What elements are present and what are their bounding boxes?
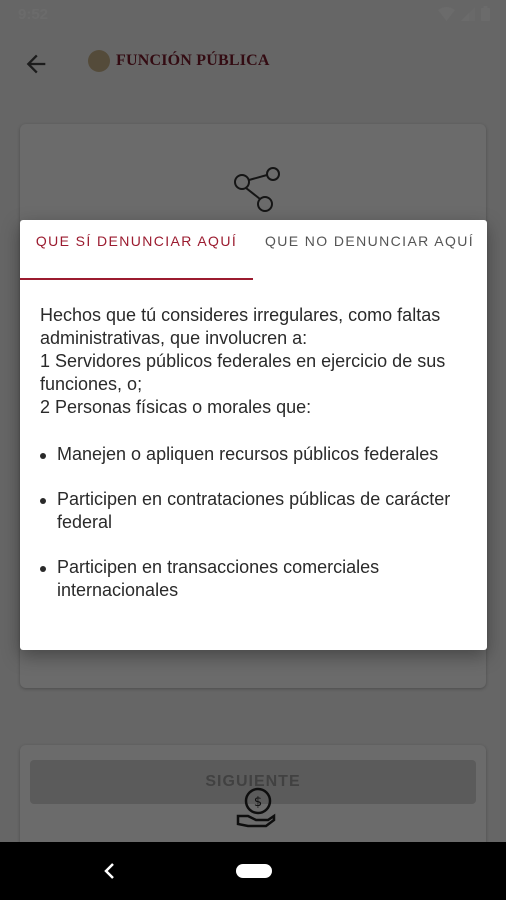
bullet-item: Participen en transacciones comerciales internacionales bbox=[40, 556, 470, 602]
tab-que-si-denunciar[interactable]: QUE SÍ DENUNCIAR AQUÍ bbox=[35, 233, 238, 249]
system-nav-bar bbox=[0, 842, 506, 900]
dialog-tabs bbox=[20, 220, 487, 280]
intro-line: 2 Personas físicas o morales que: bbox=[40, 397, 312, 417]
bullet-list bbox=[40, 443, 470, 602]
intro-line: Hechos que tú consideres irregulares, como faltas administrativas, que involucren a: bbox=[40, 305, 441, 348]
nav-back-icon[interactable] bbox=[100, 860, 120, 882]
tab-que-no-denunciar[interactable]: QUE NO DENUNCIAR AQUÍ bbox=[264, 233, 475, 249]
dialog-content bbox=[40, 304, 470, 624]
nav-home-icon[interactable] bbox=[236, 864, 272, 878]
bullet-item: Manejen o apliquen recursos públicos federales bbox=[40, 443, 470, 466]
active-tab-indicator bbox=[20, 278, 253, 280]
report-info-dialog bbox=[20, 220, 487, 650]
bullet-item: Participen en contrataciones públicas de carácter federal bbox=[40, 488, 470, 534]
intro-line: 1 Servidores públicos federales en ejercicio de sus funciones, o; bbox=[40, 351, 446, 394]
